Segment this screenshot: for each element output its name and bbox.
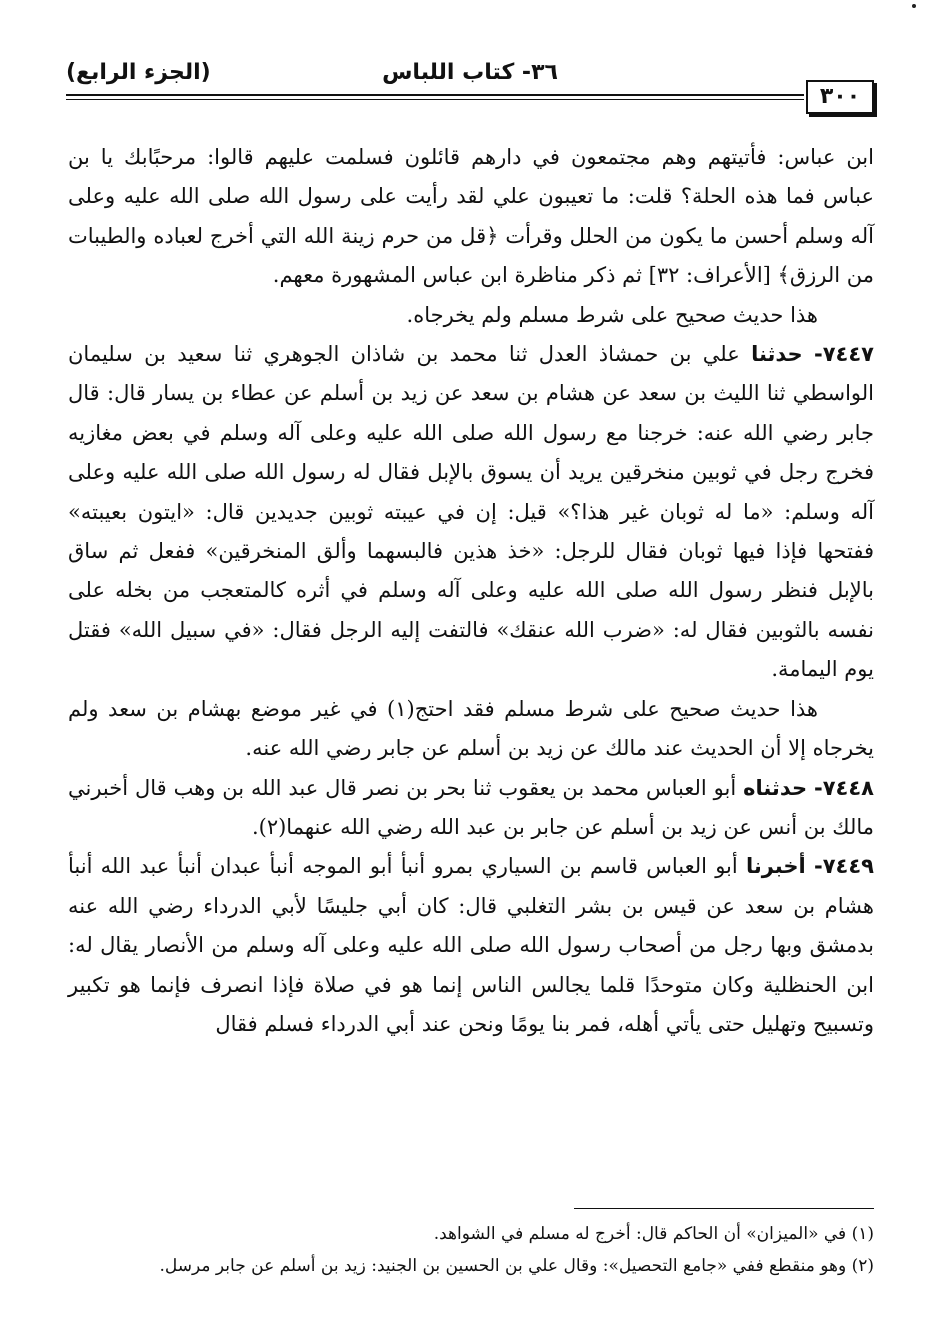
paragraph-text: ابن عباس: فأتيتهم وهم مجتمعون في دارهم قائلون فسلمت عليهم قالوا: مرحبًابك يا بن عباس فما هذه الحلة؟ قلت: ما تعيبون علي لقد رأيت على رسول الله صلى الله عليه وعلى آله وسلم أحسن ما يكون من الحلل وقرأت ﴿قل من حرم زينة الله التي أخرج لعباده والطيبات من الرزق﴾ [الأعراف: ٣٢] ثم ذكر مناظرة ابن عباس المشهورة معهم.: [68, 145, 874, 288]
hadith-paragraph: [68, 769, 874, 848]
book-title: ٣٦- كتاب اللباس: [382, 60, 558, 85]
hadith-paragraph: [68, 847, 874, 1044]
hadith-number: ٧٤٤٩-: [813, 854, 874, 879]
header-rule: [66, 94, 804, 100]
paragraph-text: علي بن حمشاذ العدل ثنا محمد بن شاذان الجوهري ثنا سعيد بن سليمان الواسطي ثنا الليث بن سعد عن هشام بن سعد عن زيد بن أسلم عن عطاء بن يسار قال: قال جابر رضي الله عنه: خرجنا مع رسول الله صلى الله عليه وعلى آله وسلم في بعض مغازيه فخرج رجل في ثوبين منخرقين يريد أن يسوق بالإبل فقال له رسول الله صلى الله عليه وعلى آله وسلم: «ما له ثوبان غير هذا؟» قيل: إن في عيبته ثوبين جديدين قال: «ايتون بعيبته» ففتحها فإذا فيها ثوبان فقال للرجل: «خذ هذين فالبسهما وألق المنخرقين» ففعل ثم ساق بالإبل فنظر رسول الله صلى الله عليه وعلى آله وسلم في أثره كالمتعجب من بخله على نفسه بالثوبين فقال له: «ضرب الله عنقك» فالتفت إليه الرجل فقال: «في سبيل الله» فقتل يوم اليمامة.: [68, 342, 874, 682]
footnote: (١) في «الميزان» أن الحاكم قال: أخرج له مسلم في الشواهد.: [433, 1224, 874, 1244]
scan-speck: [912, 4, 916, 8]
page-number-box: ٣٠٠: [806, 80, 874, 114]
page-body: [68, 138, 874, 1044]
hadith-lead: حدثناه: [743, 775, 808, 800]
footnote: (٢) وهو منقطع ففي «جامع التحصيل»: وقال علي بن الحسين بن الجنيد: زيد بن أسلم عن جابر مرسل.: [159, 1256, 874, 1276]
hadith-number: ٧٤٤٨-: [814, 775, 874, 800]
paragraph-text: أبو العباس محمد بن يعقوب ثنا بحر بن نصر قال عبد الله بن وهب قال أخبرني مالك بن أنس عن زيد بن أسلم عن جابر بن عبد الله رضي الله عنهما(٢).: [68, 775, 874, 839]
footnotes: [68, 1218, 874, 1282]
paragraph: [68, 138, 874, 296]
paragraph-text: أبو العباس قاسم بن السياري بمرو أنبأ أبو الموجه أنبأ عبدان أنبأ عبد الله أنبأ هشام بن سعد عن قيس بن بشر التغلبي قال: كان أبي جليسًا لأبي الدرداء رضي الله عنه بدمشق وبها رجل من أصحاب رسول الله صلى الله عليه وعلى آله وسلم من الأنصار يقال له: ابن الحنظلية وكان متوحدًا قلما يجالس الناس إنما هو في صلاة فإذا انصرف فإنما هو تكبير وتسبيح وتهليل حتى يأتي أهله، فمر بنا يومًا ونحن عند أبي الدرداء فسلم فقال: [68, 854, 874, 1036]
footnote-rule: [574, 1208, 874, 1209]
volume-label: (الجزء الرابع): [66, 60, 211, 85]
hadith-number: ٧٤٤٧-: [814, 342, 874, 367]
page-header: [66, 58, 874, 110]
paragraph-text: هذا حديث صحيح على شرط مسلم ولم يخرجاه.: [406, 302, 818, 327]
hadith-paragraph: [68, 335, 874, 690]
paragraph-text: هذا حديث صحيح على شرط مسلم فقد احتج(١) في غير موضع بهشام بن سعد ولم يخرجاه إلا أن الحديث عند مالك عن زيد بن أسلم عن جابر رضي الله عنه.: [68, 696, 874, 761]
paragraph: [68, 296, 874, 335]
paragraph: [68, 690, 874, 769]
hadith-lead: أخبرنا: [745, 854, 806, 879]
hadith-lead: حدثنا: [751, 342, 803, 367]
